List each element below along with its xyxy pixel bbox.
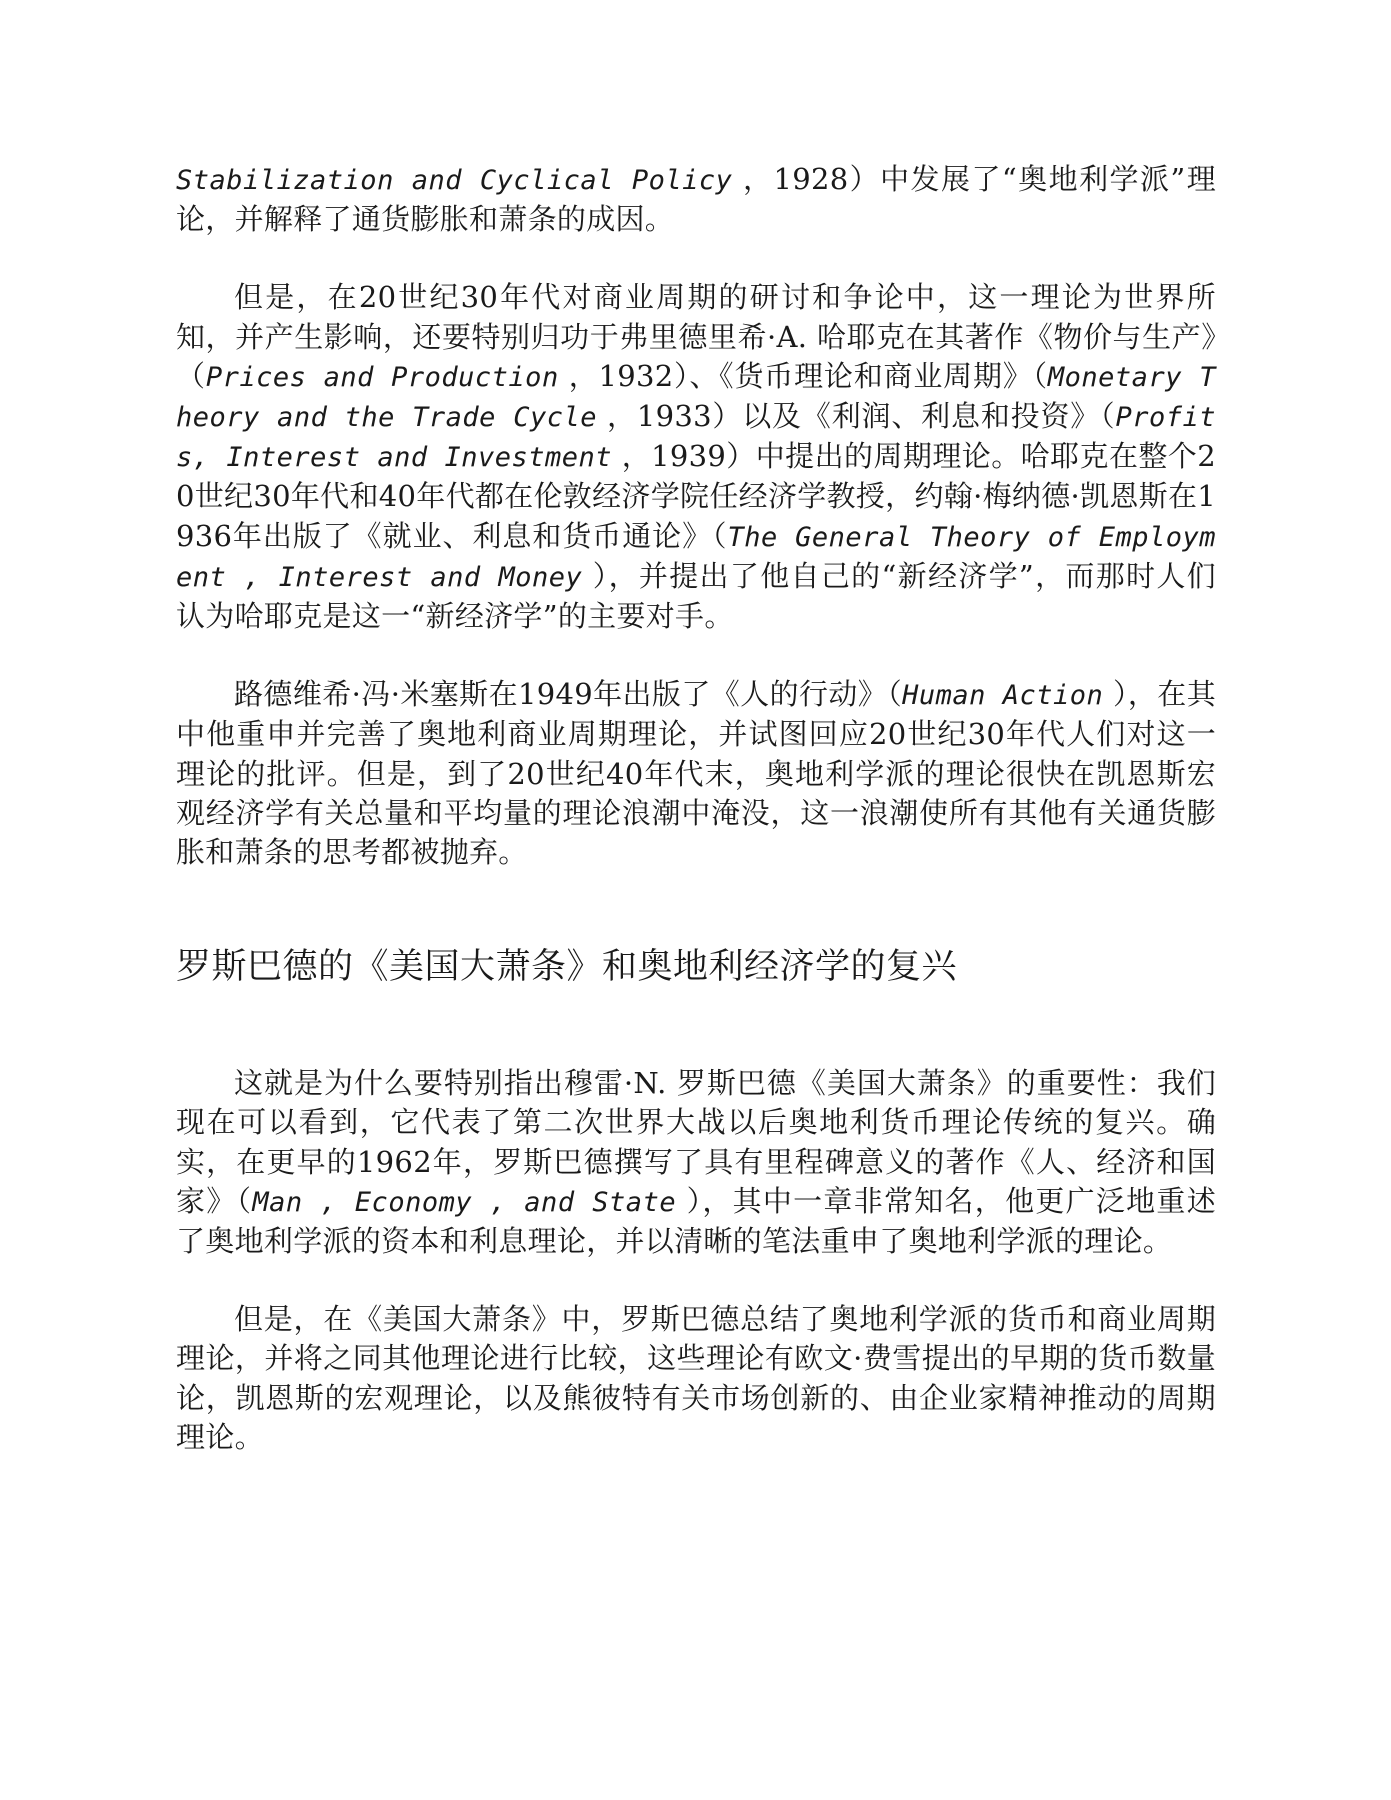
- paragraph-text: ，1933）以及《利润、利息和投资》（: [597, 399, 1116, 434]
- book-title: Profits, Interest and Investment: [176, 402, 1216, 474]
- paragraph-text: ），在其中他重申并完善了奥地利商业周期理论，并试图回应20世纪30年代人们对这一理论的批评。但是，到了20世纪40年代末，奥地利学派的理论很快在凯恩斯宏观经济学有关总量和平均量的理论浪潮中淹没，这一浪潮使所有其他有关通货膨胀和萧条的思考都被抛弃。: [176, 677, 1216, 870]
- book-title: Man , Economy , and State: [252, 1186, 677, 1218]
- book-title: Monetary Theory and the Trade Cycle: [176, 361, 1216, 434]
- paragraph-5: [176, 1300, 1216, 1457]
- paragraph-4: [176, 1064, 1216, 1261]
- paragraph-text: ），其中一章非常知名，他更广泛地重述了奥地利学派的资本和利息理论，并以清晰的笔法重申了奥地利学派的理论。: [176, 1183, 1216, 1259]
- paragraph-2: [176, 278, 1216, 636]
- section-heading: 罗斯巴德的《美国大萧条》和奥地利经济学的复兴: [176, 947, 958, 988]
- paragraph-text: 路德维希·冯·米塞斯在1949年出版了《人的行动》（: [234, 677, 903, 712]
- paragraph-text: 这就是为什么要特别指出穆雷·N. 罗斯巴德《美国大萧条》的重要性：我们现在可以看到，它代表了第二次世界大战以后奥地利货币理论传统的复兴。确实，在更早的1962年，罗斯巴德撰写了具有里程碑意义的著作《人、经济和国家》（: [176, 1066, 1216, 1218]
- paragraph-text: ，1928）中发展了“奥地利学派”理论，并解释了通货膨胀和萧条的成因。: [176, 162, 1217, 237]
- paragraph-text: 但是，在20世纪30年代对商业周期的研讨和争论中，这一理论为世界所知，并产生影响，还要特别归功于弗里德里希·A. 哈耶克在其著作《物价与生产》（: [176, 280, 1216, 393]
- book-title: Stabilization and Cyclical Policy: [176, 165, 733, 196]
- document-page: [176, 160, 1216, 1496]
- paragraph-text: ，1939）中提出的周期理论。哈耶克在整个20世纪30年代和40年代都在伦敦经济学院任经济学教授，约翰·梅纳德·凯恩斯在1936年出版了《就业、利息和货币通论》（: [176, 439, 1216, 553]
- paragraph-3: [176, 675, 1216, 872]
- book-title: The General Theory of Employment , Interest and Money: [176, 521, 1216, 593]
- book-title: Prices and Production: [205, 361, 559, 393]
- paragraph-text: ，1932）、《货币理论和商业周期》（: [558, 358, 1048, 393]
- paragraph-1: [176, 160, 1216, 239]
- paragraph-text: 但是，在《美国大萧条》中，罗斯巴德总结了奥地利学派的货币和商业周期理论，并将之同其他理论进行比较，这些理论有欧文·费雪提出的早期的货币数量论，凯恩斯的宏观理论，以及熊彼特有关市场创新的、由企业家精神推动的周期理论。: [176, 1302, 1216, 1454]
- book-title: Human Action: [902, 680, 1104, 712]
- paragraph-text: ），并提出了他自己的“新经济学”，而那时人们认为哈耶克是这一“新经济学”的主要对手。: [176, 558, 1216, 634]
